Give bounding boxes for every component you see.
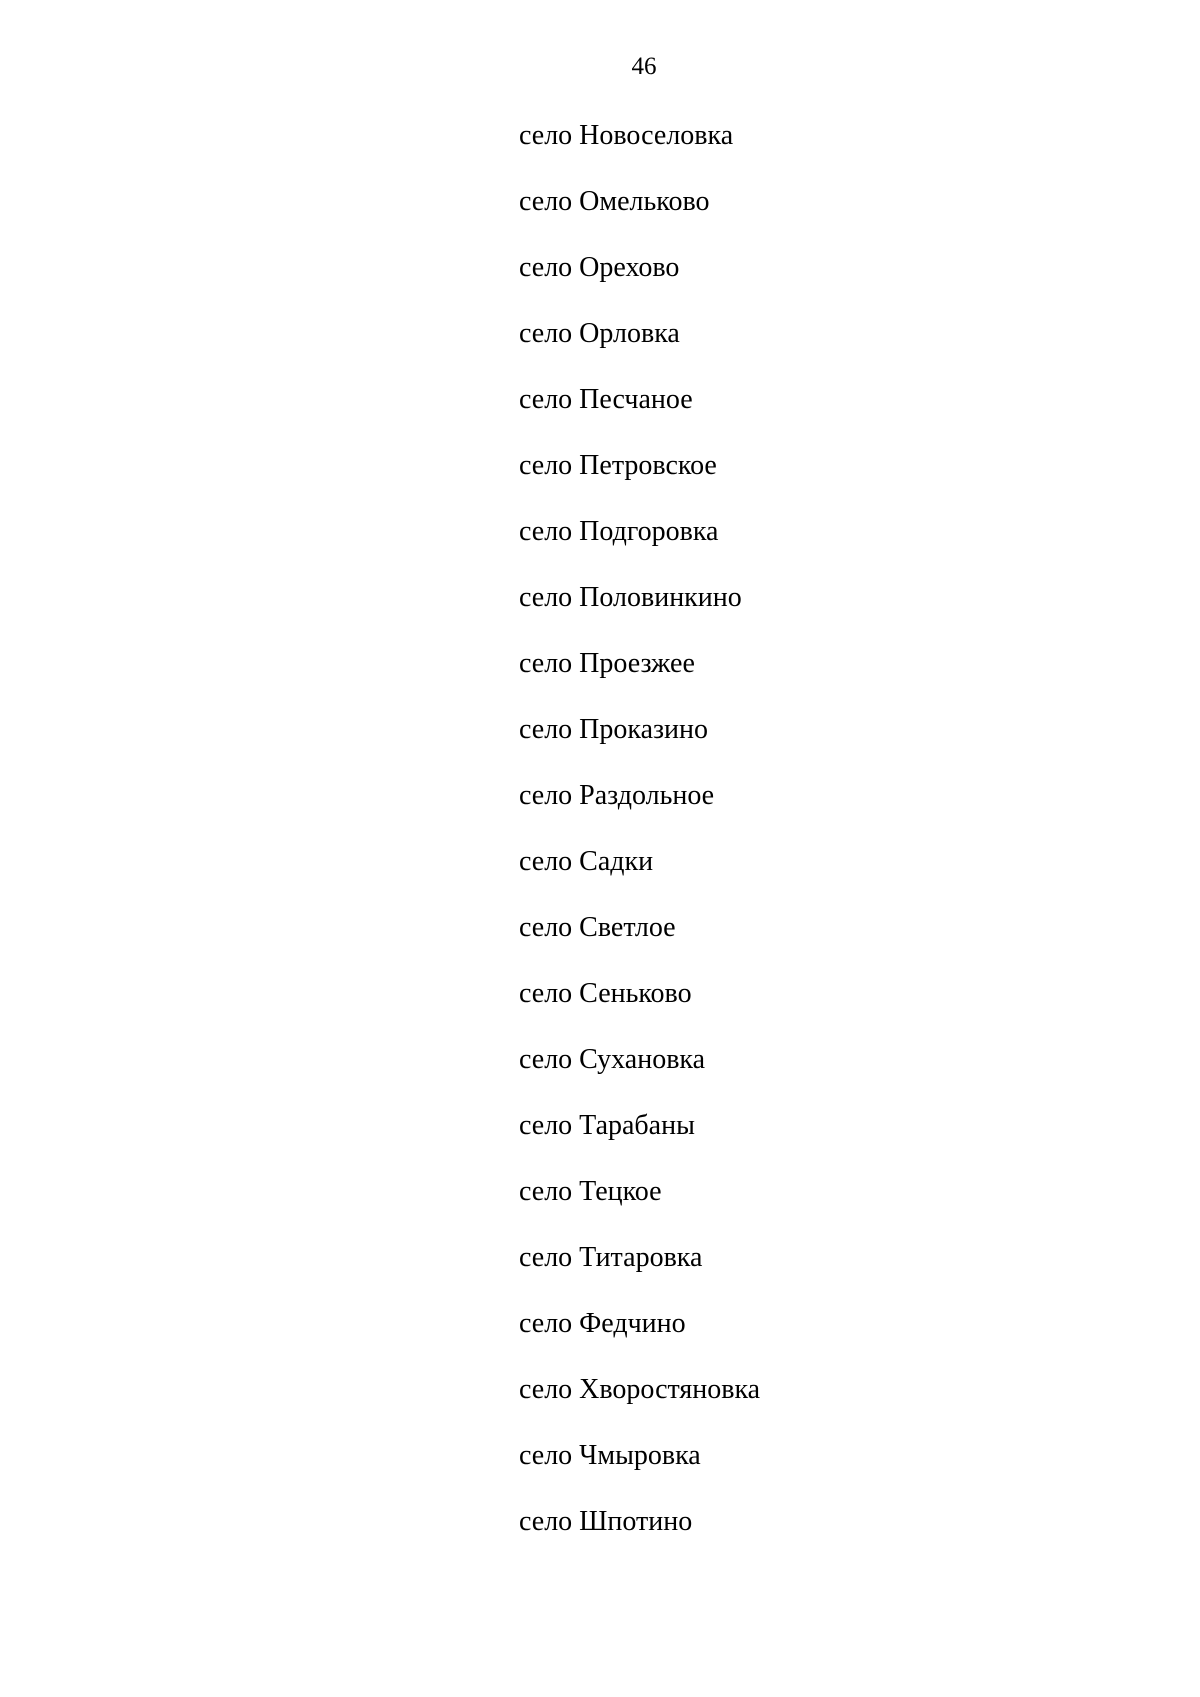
list-item: село Сеньково (519, 978, 692, 1009)
list-item: село Раздольное (519, 780, 715, 811)
list-item: село Половинкино (519, 582, 742, 613)
list-item: село Подгоровка (519, 516, 719, 547)
list-item: село Новоселовка (519, 120, 734, 151)
list-item: село Чмыровка (519, 1440, 701, 1471)
list-item: село Проказино (519, 714, 709, 745)
list-item: село Шпотино (519, 1506, 693, 1537)
list-item: село Титаровка (519, 1242, 703, 1273)
list-item: село Орловка (519, 318, 680, 349)
list-item: село Светлое (519, 912, 676, 943)
list-item: село Садки (519, 846, 654, 877)
list-item: село Хворостяновка (519, 1374, 761, 1405)
page-number: 46 (631, 53, 657, 80)
list-item: село Петровское (519, 450, 717, 481)
list-item: село Орехово (519, 252, 680, 283)
list-item: село Тарабаны (519, 1110, 695, 1141)
list-item: село Проезжее (519, 648, 695, 679)
list-item: село Песчаное (519, 384, 693, 415)
settlement-list (519, 118, 760, 1570)
list-item: село Сухановка (519, 1044, 706, 1075)
list-item: село Федчино (519, 1308, 686, 1339)
list-item: село Тецкое (519, 1176, 662, 1207)
list-item: село Омельково (519, 186, 710, 217)
